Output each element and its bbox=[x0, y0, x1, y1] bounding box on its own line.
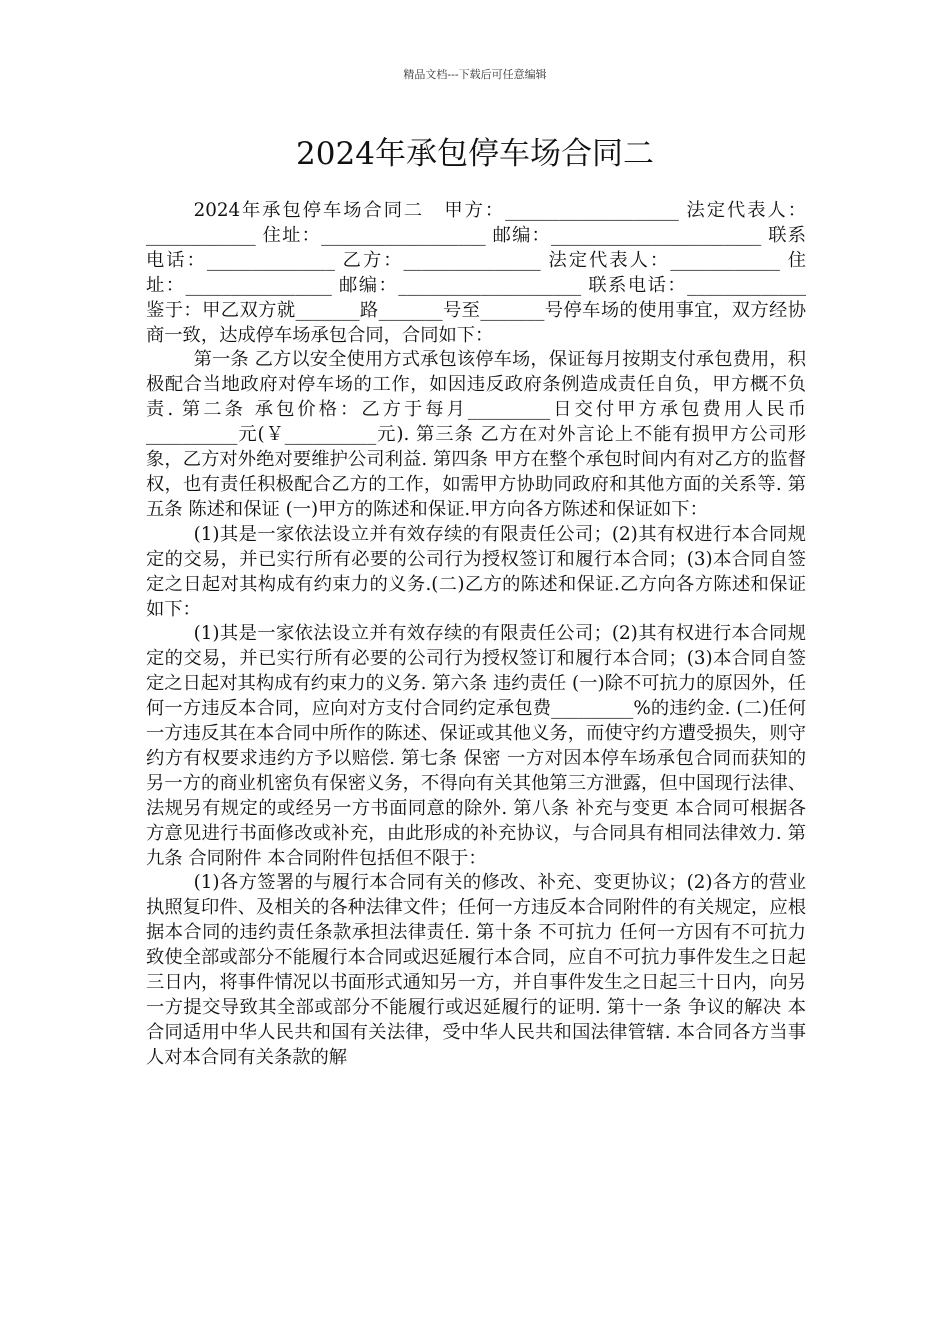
paragraph-articles-1-5: 第一条 乙方以安全使用方式承包该停车场，保证每月按期支付承包费用，积极配合当地政府对停车场的工作，如因违反政府条例造成责任自负，甲方概不负责. 第二条 承包价格：乙方于每月_________日交付甲方承包费用人民币__________元(￥__________元). 第三条 乙方在对外言论上不能有损甲方公司形象，乙方对外绝对要维护公司利益. 第四条 甲方在整个承包时间内有对乙方的监督权，也有责任积极配合乙方的工作，如需甲方协助同政府和其他方面的关系等. 第五条 陈述和保证 (一)甲方的陈述和保证.甲方向各方陈述和保证如下： bbox=[146, 349, 806, 520]
paragraph-parties: 2024年承包停车场合同二 甲方：___________________ 法定代表人：____________ 住址：__________________ 邮编：_______________________ 联系电话：______________ 乙方：_______________ 法定代表人：____________ 住址：________________ 邮编：____________________ 联系电话：_____________ 鉴于：甲乙双方就_______路_______号至_______号停车场的使用事宜，双方经协商一致，达成停车场承包合同，合同如下： bbox=[146, 200, 806, 346]
document-title: 2024年承包停车场合同二 bbox=[296, 136, 654, 172]
header-note: 精品文档---下载后可任意编辑 bbox=[403, 68, 547, 81]
paragraph-attachments: (1)各方签署的与履行本合同有关的修改、补充、变更协议；(2)各方的营业执照复印件、及相关的各种法律文件；任何一方违反本合同附件的有关规定，应根据本合同的违约责任条款承担法律责任. 第十条 不可抗力 任何一方因有不可抗力致使全部或部分不能履行本合同或迟延履行本合同，应自不可抗力事件发生之日起三日内，将事件情况以书面形式通知另一方，并自事件发生之日起三十日内，向另一方提交导致其全部或部分不能履行或迟延履行的证明. 第十一条 争议的解决 本合同适用中华人民共和国有关法律，受中华人民共和国法律管辖. 本合同各方当事人对本合同有关条款的解 bbox=[146, 872, 806, 1068]
document-body bbox=[146, 199, 806, 1071]
paragraph-party-b-warranties: (1)其是一家依法设立并有效存续的有限责任公司；(2)其有权进行本合同规定的交易，并已实行所有必要的公司行为授权签订和履行本合同；(3)本合同自签定之日起对其构成有约束力的义务. 第六条 违约责任 (一)除不可抗力的原因外，任何一方违反本合同，应向对方支付合同约定承包费_________%的违约金. (二)任何一方违反其在本合同中所作的陈述、保证或其他义务，而使守约方遭受损失，则守约方有权要求违约方予以赔偿. 第七条 保密 一方对因本停车场承包合同而获知的另一方的商业机密负有保密义务，不得向有关其他第三方泄露，但中国现行法律、法规另有规定的或经另一方书面同意的除外. 第八条 补充与变更 本合同可根据各方意见进行书面修改或补充，由此形成的补充协议，与合同具有相同法律效力. 第九条 合同附件 本合同附件包括但不限于： bbox=[146, 623, 806, 869]
paragraph-party-a-warranties: (1)其是一家依法设立并有效存续的有限责任公司；(2)其有权进行本合同规定的交易，并已实行所有必要的公司行为授权签订和履行本合同；(3)本合同自签定之日起对其构成有约束力的义务.(二)乙方的陈述和保证.乙方向各方陈述和保证如下： bbox=[146, 523, 806, 620]
